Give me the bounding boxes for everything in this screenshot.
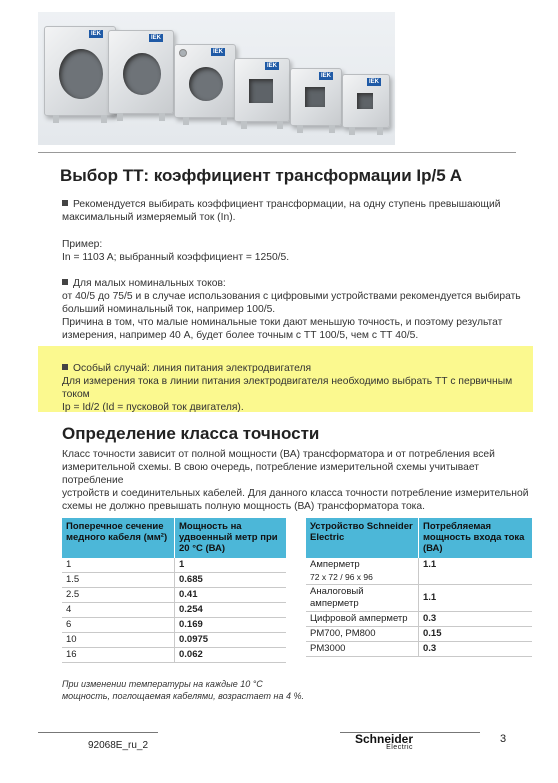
column-header: Потребляемая мощность входа тока (ВА) <box>419 518 533 558</box>
column-header: Поперечное сечение медного кабеля (мм²) <box>62 518 175 558</box>
cable-power-table <box>62 518 286 663</box>
current-transformer-2: IEK <box>108 30 174 114</box>
bullet-square-icon <box>62 364 68 370</box>
table-row: 10 0.0975 <box>62 633 286 648</box>
current-transformer-4: IEK <box>234 58 290 122</box>
bullet-square-icon <box>62 200 68 206</box>
table-header <box>62 518 286 558</box>
footer-rule-left <box>38 732 158 733</box>
current-transformer-6: IEK <box>342 74 390 128</box>
current-transformer-1: IEK <box>44 26 116 116</box>
header-divider <box>38 152 516 153</box>
table-row: 16 0.062 <box>62 648 286 663</box>
paragraph-example: Пример: In = 1103 A; выбранный коэффициент = 1250/5. <box>62 239 290 263</box>
table-row: 2.5 0.41 <box>62 588 286 603</box>
document-number: 92068E_ru_2 <box>88 740 149 751</box>
column-header: Устройство Schneider Electric <box>306 518 419 558</box>
paragraph-low-currents: Для малых номинальных токов: от 40/5 до 75/5 и в случае использования с цифровыми устройствами рекомендуется выбирать больший номинальный ток, например 100/5. Причина в том, что малые номинальные токи дают меньшую точность, и поэтому результат измерения, например 40 A, будет более точным с ТТ 100/5, чем с ТТ 40/5. <box>62 278 521 341</box>
current-transformer-3: IEK <box>174 44 236 118</box>
section-title-ct-ratio: Выбор ТТ: коэффициент трансформации Ip/5 A <box>60 166 463 185</box>
table-note: При изменении температуры на каждые 10 °C мощность, поглощаемая кабелями, возрастает на 4 %. <box>62 679 305 701</box>
current-transformer-5: IEK <box>290 68 342 126</box>
table-row: Цифровой амперметр 0.3 <box>306 612 532 627</box>
schneider-logo: Schneider Electric <box>355 732 414 751</box>
bullet-square-icon <box>62 279 68 285</box>
table-row: PM3000 0.3 <box>306 642 532 657</box>
section-title-accuracy-class: Определение класса точности <box>62 424 320 443</box>
table-row: PM700, PM800 0.15 <box>306 627 532 642</box>
table-row: 6 0.169 <box>62 618 286 633</box>
table-header <box>306 518 532 558</box>
table-row: 1.5 0.685 <box>62 573 286 588</box>
paragraph-recommend: Рекомендуется выбирать коэффициент трансформации, на одну ступень превышающий максимальный измеряемый ток (In). <box>62 199 501 223</box>
product-photo <box>38 12 395 145</box>
table-row: 1 1 <box>62 558 286 573</box>
page-number: 3 <box>500 733 507 745</box>
table-row: Амперметр 72 x 72 / 96 x 96 1.1 <box>306 558 532 585</box>
device-consumption-table <box>306 518 532 657</box>
column-header: Мощность на удвоенный метр при 20 °C (ВА) <box>175 518 287 558</box>
paragraph-accuracy: Класс точности зависит от полной мощности (ВА) трансформатора и от потребления всей измерительной схемы. В свою очередь, потребление измерительной схемы учитывает потребление устройств и соединительных кабелей. Для данного класса точности потребление измерительной схемы не должно превышать полную мощность (ВА) трансформатора тока. <box>62 449 529 512</box>
paragraph-special-case: Особый случай: линия питания электродвигателя Для измерения тока в линии питания электродвигателя необходимо выбрать ТТ с первичным током Ip = Id/2 (Id = пусковой ток двигателя). <box>62 363 513 413</box>
table-row: Аналоговый амперметр 1.1 <box>306 585 532 612</box>
table-row: 4 0.254 <box>62 603 286 618</box>
